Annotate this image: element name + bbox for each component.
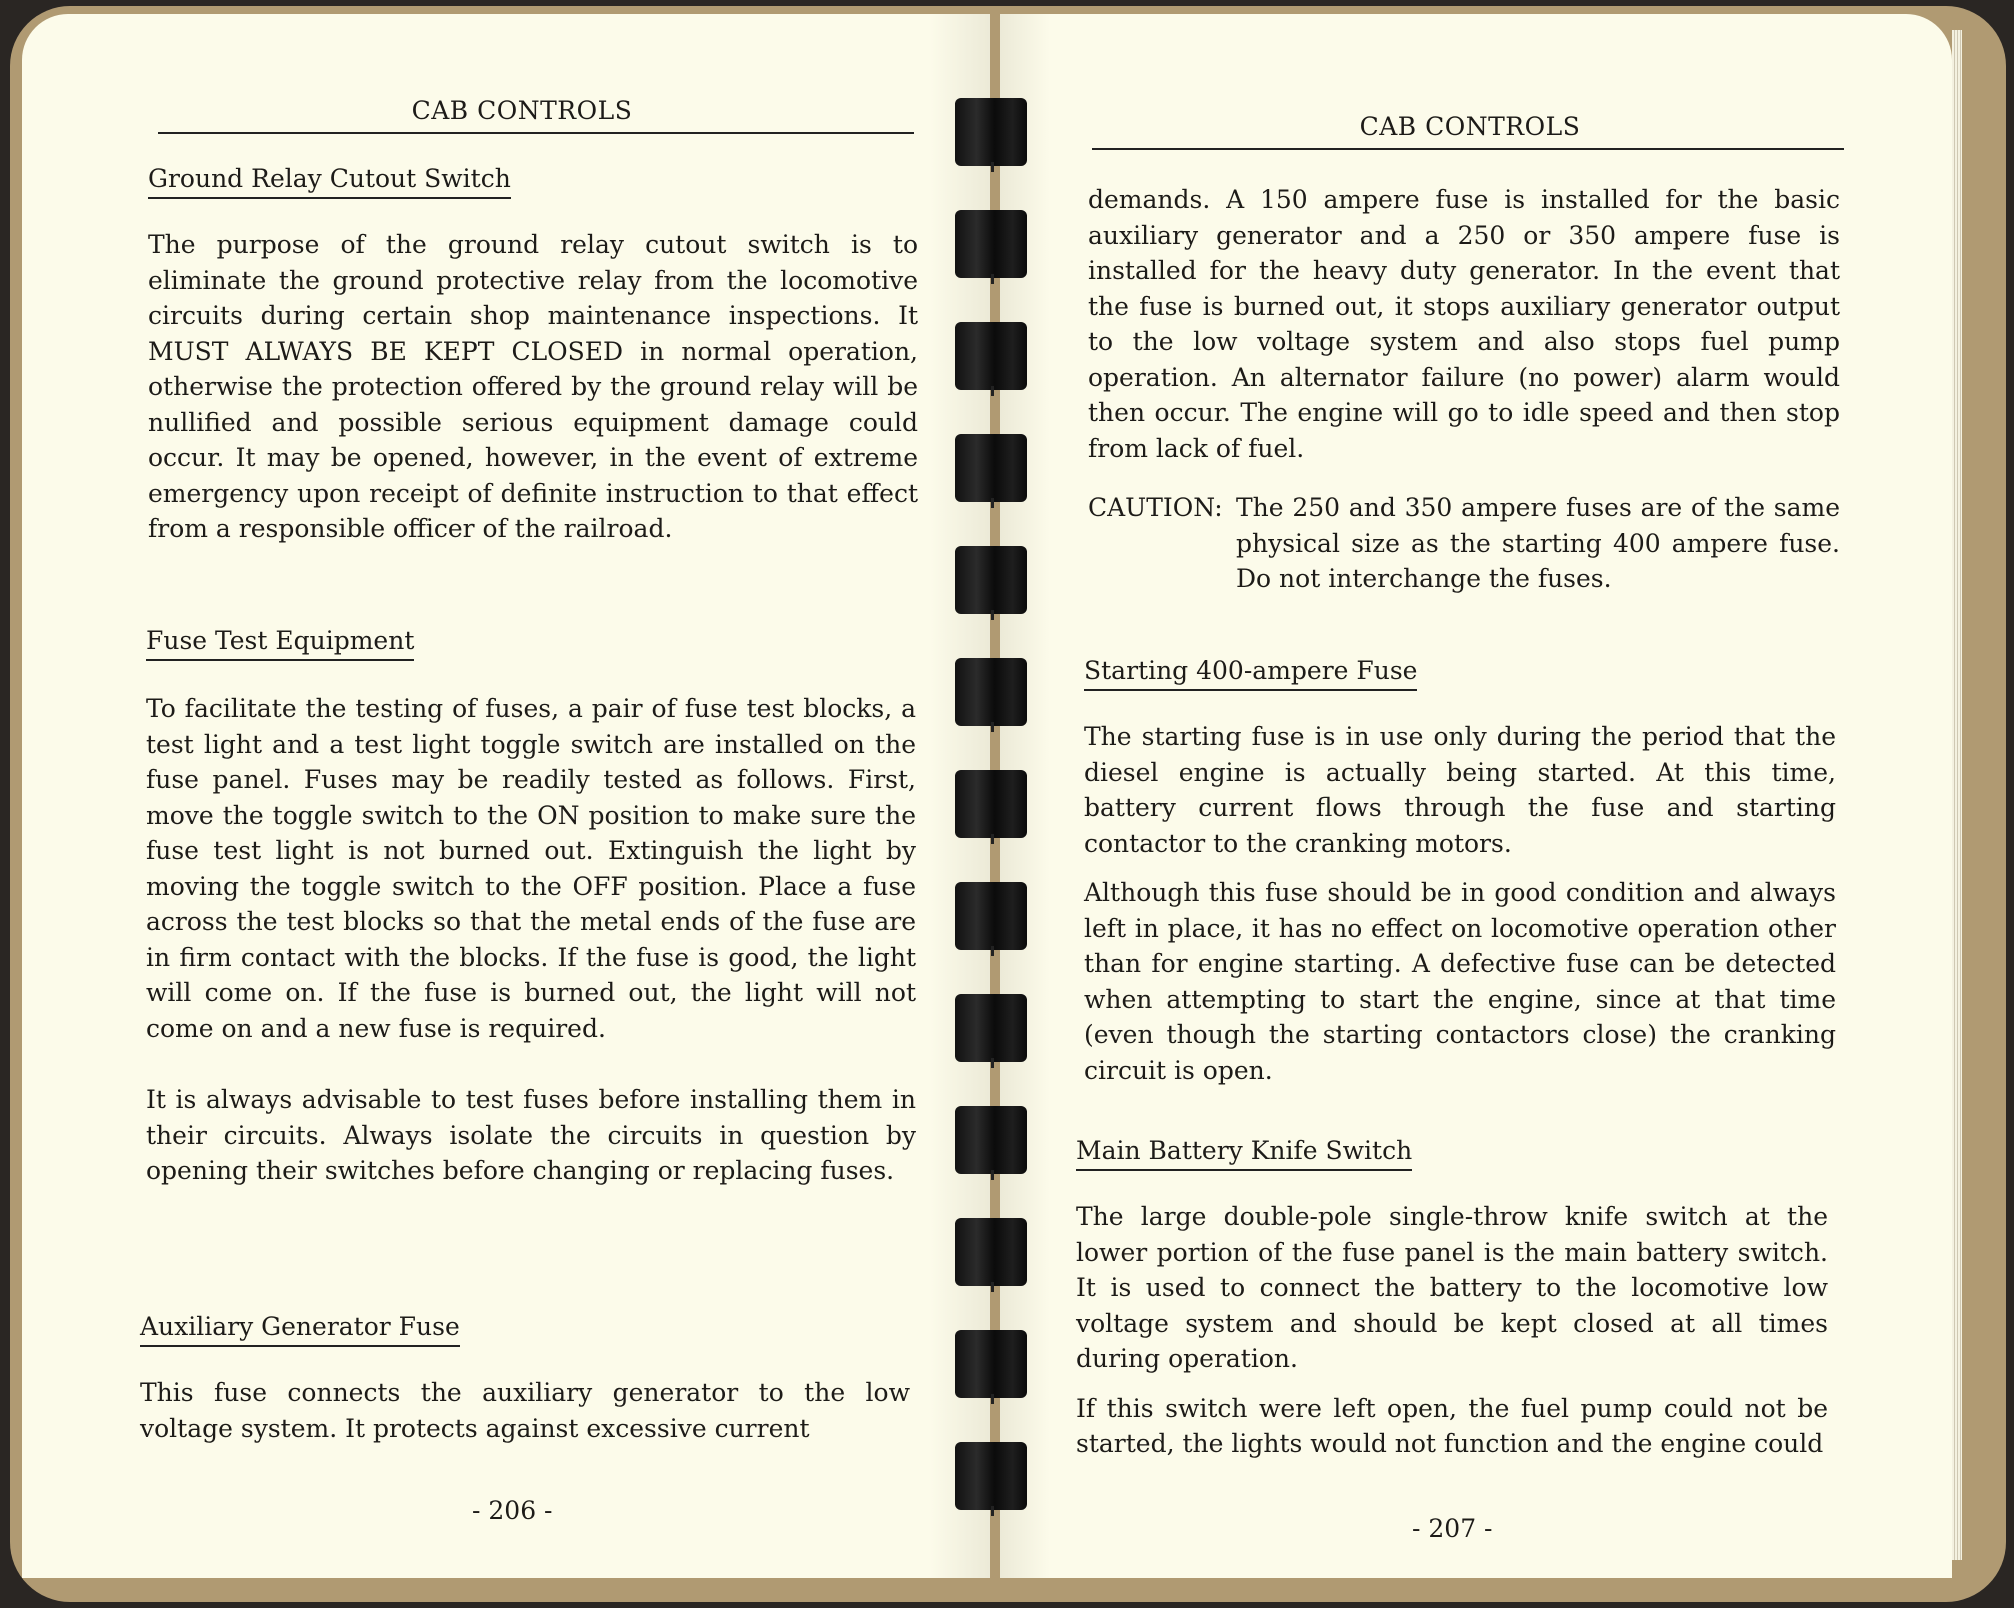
paragraph-fuse-test-1: To facilitate the testing of fuses, a pair of fuse test blocks, a test light and a test light toggle switch are installed on the fuse panel. Fuses may be readily tested as follows. First, move the toggle switch to the ON position to make sure the fuse test light is not burned out. Extinguish the light by moving the toggle switch to the OFF position. Place a fuse across the test blocks so that the metal ends of the fuse are in firm contact with the blocks. If the fuse is good, the light will come on. If the fuse is burned out, the light will not come on and a new fuse is required. (146, 694, 916, 1043)
paragraph-battery-switch-1: The large double-pole single-throw knife switch at the lower portion of the fuse panel is the main battery switch. It is used to connect the battery to the locomotive low voltage system and should be kept closed at all times during operation. (1076, 1202, 1828, 1373)
caution-note (1088, 490, 1840, 597)
left-section-aux-generator (140, 1312, 910, 1446)
binding-coil (955, 322, 1027, 390)
heading-fuse-test-equipment: Fuse Test Equipment (146, 626, 414, 661)
binding-coil (955, 546, 1027, 614)
heading-main-battery-knife-switch: Main Battery Knife Switch (1076, 1136, 1412, 1171)
paragraph-starting-fuse-1: The starting fuse is in use only during the period that the diesel engine is actually being started. At this time, battery current flows through the fuse and starting contactor to the cranking motors. (1084, 722, 1836, 858)
binding-coil (955, 98, 1027, 166)
heading-starting-400-ampere-fuse: Starting 400-ampere Fuse (1084, 656, 1417, 691)
spiral-binding (955, 98, 1035, 1518)
binding-coil (955, 1106, 1027, 1174)
binding-coil (955, 658, 1027, 726)
paragraph-fuse-test-2: It is always advisable to test fuses before installing them in their circuits. Always isolate the circuits in question by opening their switches before changing or replacing fuses. (146, 1085, 916, 1185)
left-section-fuse-test (146, 626, 916, 1189)
binding-coil (955, 210, 1027, 278)
paragraph-ground-relay: The purpose of the ground relay cutout switch is to eliminate the ground protective relay from the locomotive circuits during certain shop maintenance inspections. It MUST ALWAYS BE KEPT CLOSED in normal operation, otherwise the protection offered by the ground relay will be nullified and possible serious equipment damage could occur. It may be opened, however, in the event of extreme emergency upon receipt of definite instruction to that effect from a responsible officer of the railroad. (148, 230, 918, 543)
right-header-rule (1092, 148, 1844, 150)
right-intro (1088, 182, 1840, 597)
binding-coil (955, 882, 1027, 950)
right-page-header: CAB CONTROLS (1359, 112, 1581, 141)
right-section-battery-switch (1076, 1136, 1828, 1462)
binding-coil (955, 434, 1027, 502)
paragraph-aux-generator: This fuse connects the auxiliary generator to the low voltage system. It protects against excessive current (140, 1378, 910, 1443)
binding-coil (955, 994, 1027, 1062)
right-page (1000, 14, 1952, 1578)
left-page-header: CAB CONTROLS (411, 96, 633, 125)
right-section-starting-fuse (1084, 656, 1836, 1088)
paragraph-battery-switch-2: If this switch were left open, the fuel pump could not be started, the lights would not function and the engine could (1076, 1393, 1828, 1458)
left-section-ground-relay (148, 164, 918, 547)
left-page-number: - 206 - (472, 1496, 553, 1525)
binding-coil (955, 1218, 1027, 1286)
paragraph-starting-fuse-2: Although this fuse should be in good condition and always left in place, it has no effect on locomotive operation other than for engine starting. A defective fuse can be detected when attempting to start the engine, since at that time (even though the starting contactors close) the cranking circuit is open. (1084, 878, 1836, 1085)
left-page (22, 14, 990, 1578)
caution-text: The 250 and 350 ampere fuses are of the same physical size as the starting 400 ampere fuse. Do not interchange the fuses. (1236, 493, 1840, 593)
caution-label: CAUTION: (1088, 493, 1223, 522)
right-page-number: - 207 - (1412, 1514, 1493, 1543)
binding-coil (955, 1442, 1027, 1510)
paragraph-aux-generator-continued: demands. A 150 ampere fuse is installed for the basic auxiliary generator and a 250 or 350 ampere fuse is installed for the heavy duty generator. In the event that the fuse is burned out, it stops auxiliary generator output to the low voltage system and also stops fuel pump operation. An alternator failure (no power) alarm would then occur. The engine will go to idle speed and then stop from lack of fuel. (1088, 185, 1840, 463)
binding-coil (955, 770, 1027, 838)
heading-auxiliary-generator-fuse: Auxiliary Generator Fuse (140, 1312, 460, 1347)
page-edge (1952, 30, 1962, 1560)
binding-coil (955, 1330, 1027, 1398)
heading-ground-relay-cutout-switch: Ground Relay Cutout Switch (148, 164, 511, 199)
left-header-rule (158, 132, 914, 134)
